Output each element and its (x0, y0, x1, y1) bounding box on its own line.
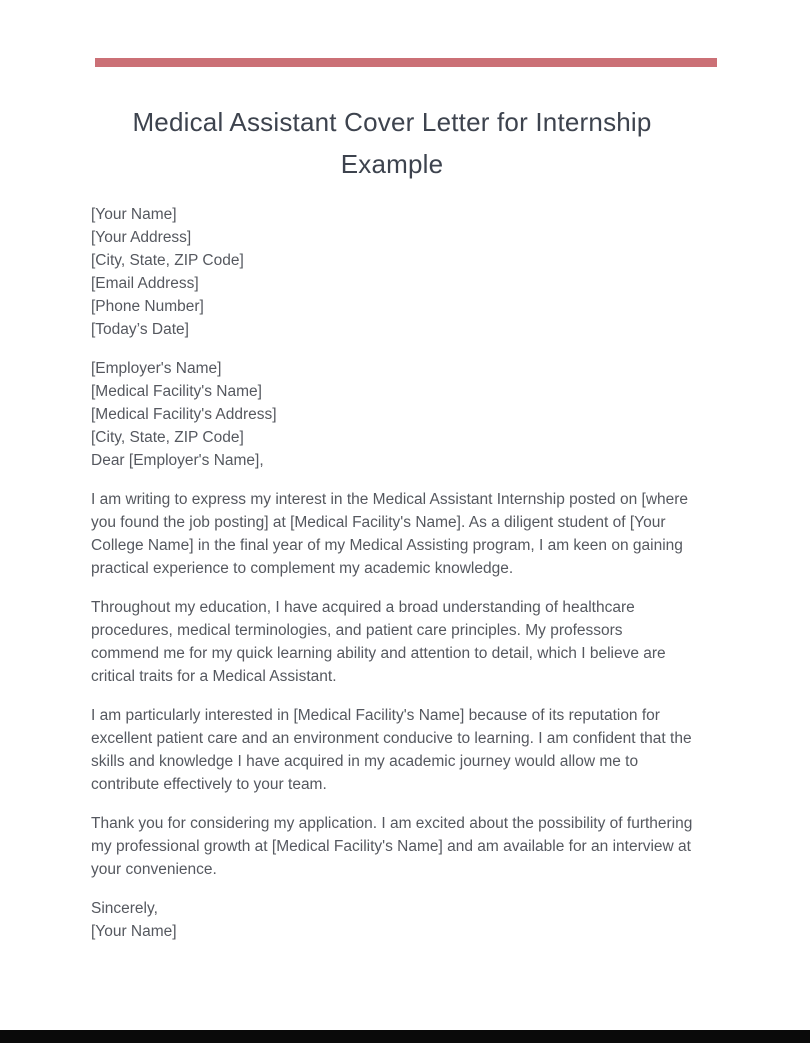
page-title (91, 101, 693, 185)
letter-body (91, 203, 693, 943)
sender-address: [Your Address] (91, 229, 192, 246)
recipient-block (91, 357, 693, 472)
closing-block (91, 897, 693, 943)
bottom-footer-bar (0, 1030, 810, 1043)
salutation: Dear [Employer's Name], (91, 452, 264, 469)
recipient-facility-address: [Medical Facility's Address] (91, 406, 277, 423)
paragraph-interest: I am particularly interested in [Medical Facility's Name] because of its reputation for excellent patient care and an environment conducive to learning. I am confident that the skills and knowledge I have acquired in my academic journey would allow me to contribute effectively to your team. (91, 707, 692, 793)
sender-block (91, 203, 693, 341)
signature-name: [Your Name] (91, 923, 177, 940)
sender-phone: [Phone Number] (91, 298, 204, 315)
page-title-line-1: Medical Assistant Cover Letter for Internship (132, 107, 652, 137)
recipient-city-state-zip: [City, State, ZIP Code] (91, 429, 244, 446)
page-title-line-2: Example (340, 149, 444, 179)
recipient-facility-name: [Medical Facility's Name] (91, 383, 262, 400)
paragraph-intro: I am writing to express my interest in the Medical Assistant Internship posted on [where you found the job posting] at [Medical Facility's Name]. As a diligent student of [Your College Name] in the final year of my Medical Assisting program, I am keen on gaining practical experience to complement my academic knowledge. (91, 491, 689, 577)
closing-sincerely: Sincerely, (91, 900, 158, 917)
sender-email: [Email Address] (91, 275, 199, 292)
recipient-employer-name: [Employer's Name] (91, 360, 222, 377)
paragraph-thanks: Thank you for considering my application. I am excited about the possibility of furthering my professional growth at [Medical Facility's Name] and am available for an interview at your convenience. (91, 815, 693, 878)
paragraph-education: Throughout my education, I have acquired a broad understanding of healthcare procedures, medical terminologies, and patient care principles. My professors commend me for my quick learning ability and attention to detail, which I believe are critical traits for a Medical Assistant. (91, 599, 666, 685)
sender-date: [Today’s Date] (91, 321, 189, 338)
sender-name: [Your Name] (91, 206, 177, 223)
top-accent-bar (95, 58, 717, 67)
sender-city-state-zip: [City, State, ZIP Code] (91, 252, 244, 269)
